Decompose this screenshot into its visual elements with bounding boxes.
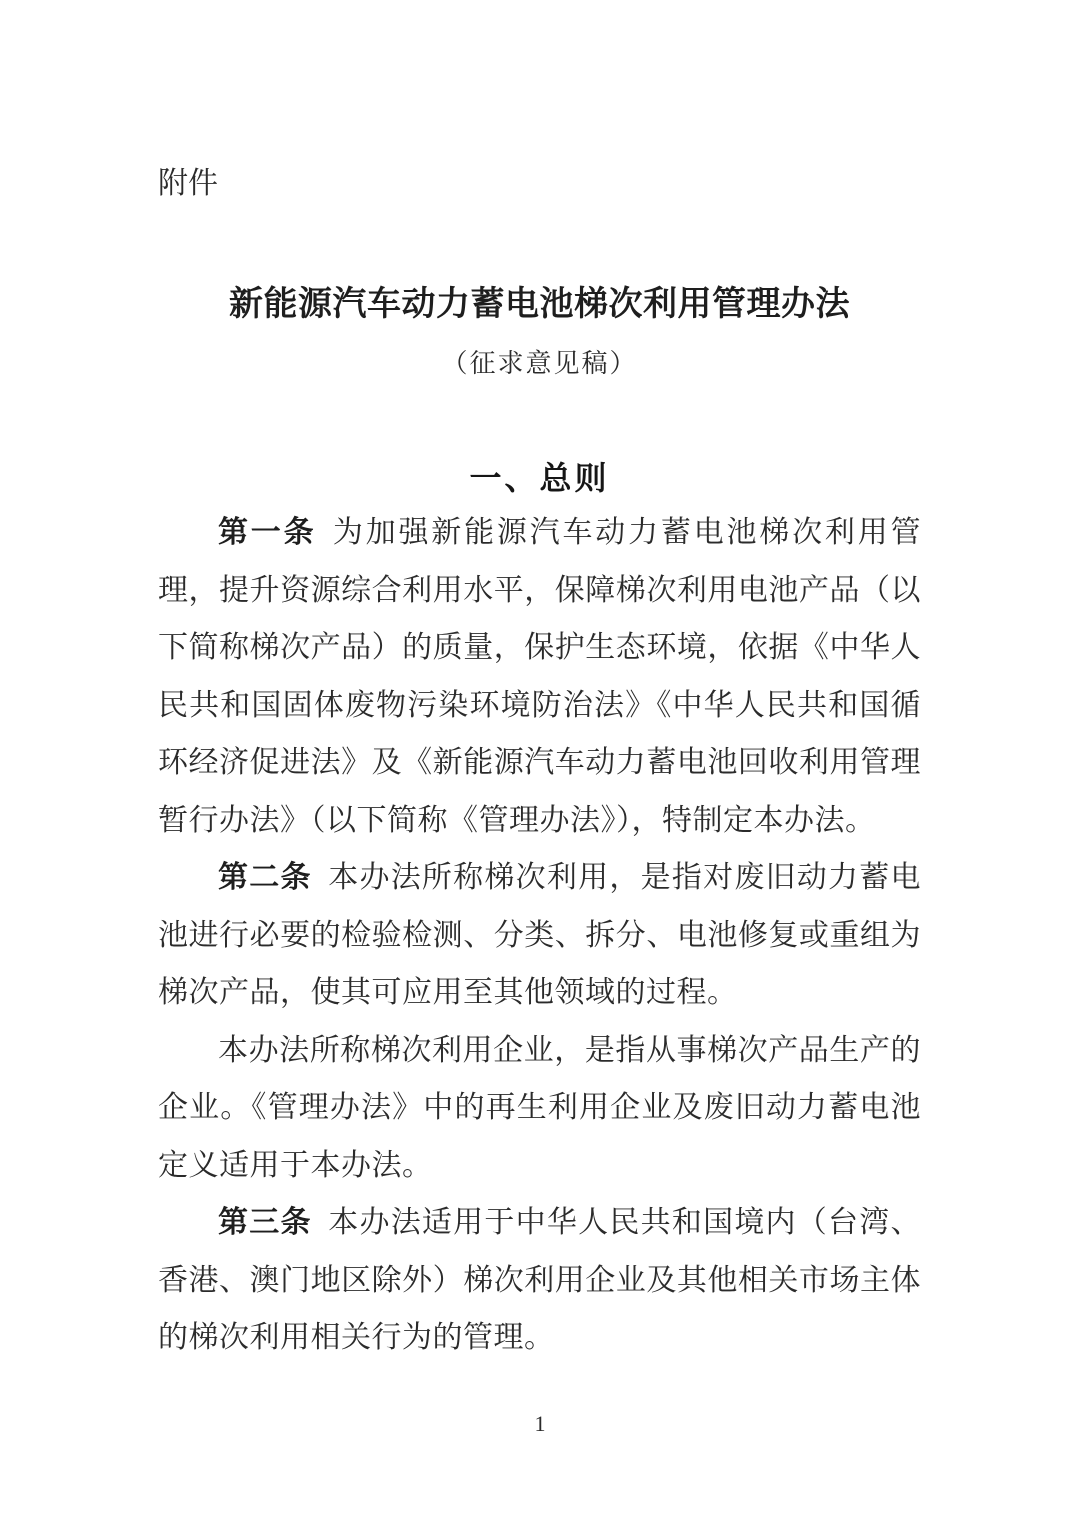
paragraph-article-2-continued — [158, 1022, 921, 1195]
article-3-number: 第三条 — [218, 1206, 312, 1239]
attachment-label: 附件 — [158, 167, 218, 200]
section-heading-general-provisions: 一、总则 — [469, 460, 610, 496]
article-1-number: 第一条 — [218, 516, 317, 549]
article-2-text: 本办法所称梯次利用，是指对废旧动力蓄电池进行必要的检验检测、分类、拆分、电池修复或重组为梯次产品，使其可应用至其他领域的过程。 — [158, 861, 922, 1009]
document-title: 新能源汽车动力蓄电池梯次利用管理办法 — [229, 286, 850, 323]
article-2-number: 第二条 — [218, 861, 312, 894]
paragraph-article-3 — [158, 1194, 921, 1367]
article-2-continued-text: 本办法所称梯次利用企业，是指从事梯次产品生产的企业。《管理办法》中的再生利用企业及废旧动力蓄电池定义适用于本办法。 — [158, 1033, 921, 1182]
article-3-text: 本办法适用于中华人民共和国境内（台湾、香港、澳门地区除外）梯次利用企业及其他相关市场主体的梯次利用相关行为的管理。 — [158, 1206, 922, 1354]
page-number: 1 — [534, 1411, 546, 1436]
article-1-text: 为加强新能源汽车动力蓄电池梯次利用管理，提升资源综合利用水平，保障梯次利用电池产品（以下简称梯次产品）的质量，保护生态环境，依据《中华人民共和国固体废物污染环境防治法》《中华人民共和国循环经济促进法》及《新能源汽车动力蓄电池回收利用管理暂行办法》（以下简称《管理办法》），特制定本办法。 — [158, 516, 922, 837]
document-subtitle: （征求意见稿） — [441, 349, 638, 378]
paragraph-article-1 — [158, 504, 921, 849]
paragraph-article-2 — [158, 849, 921, 1022]
